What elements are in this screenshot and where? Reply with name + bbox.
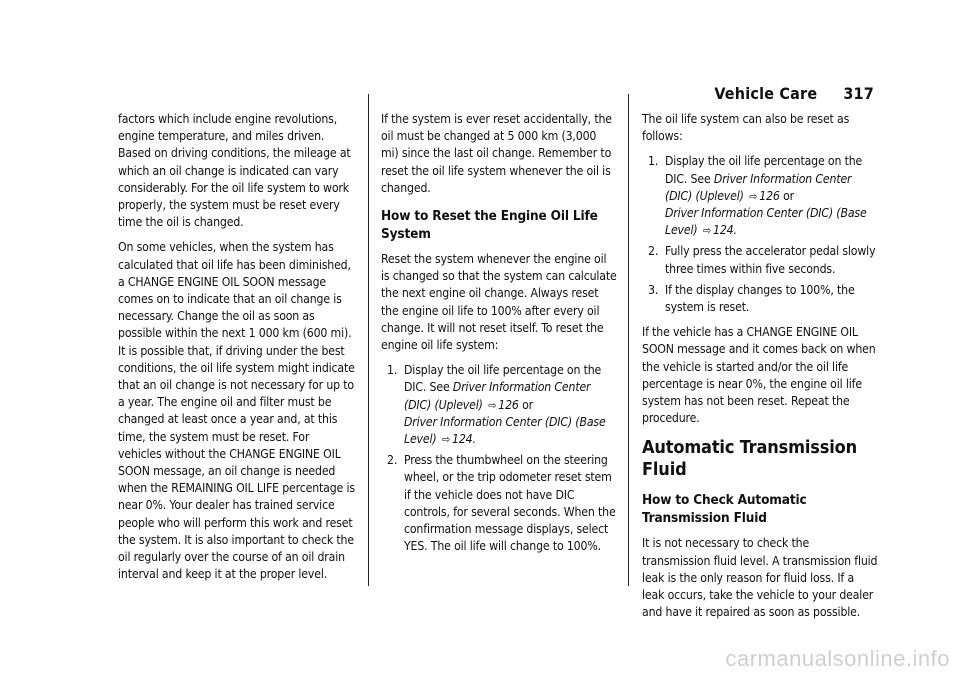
list-item: [648, 282, 878, 316]
step-text: Press the thumbwheel on the steering wheel, or the trip odometer reset stem if the vehicle does not have DIC controls, for several seconds. When the confirmation message displays, select YES. The oil life will change to 100%.: [404, 453, 616, 554]
column-divider-1: [368, 94, 369, 586]
column-3: [642, 111, 878, 629]
column-divider-2: [628, 94, 629, 586]
paragraph: If the vehicle has a CHANGE ENGINE OIL SOON message and it comes back on when the vehicle is started and/or the oil life percentage is near 0%, the engine oil life system has not been reset. Repeat the procedure.: [642, 325, 876, 426]
step-number: 2.: [387, 453, 398, 468]
page-reference[interactable]: 126: [759, 188, 780, 203]
page-reference-icon: ⇨: [749, 189, 758, 203]
column-1: [118, 111, 356, 591]
step-text: Display the oil life percentage on the DIC. See: [665, 154, 863, 186]
paragraph: factors which include engine revolutions, engine temperature, and miles driven. Based on driving conditions, the mileage at which an oil change is indicated can vary considerably. For the oil life system to work properly, the system must be reset every time the oil is changed.: [118, 112, 351, 230]
steps-list: [642, 153, 878, 316]
subsection-heading: How to Reset the Engine Oil Life System: [381, 208, 598, 243]
step-number: 3.: [648, 282, 659, 297]
page-reference[interactable]: 126: [498, 397, 519, 412]
page-reference-icon: ⇨: [488, 398, 497, 412]
paragraph: The oil life system can also be reset as follows:: [642, 112, 850, 144]
watermark: carmanualsonline.info: [725, 646, 950, 671]
or-text: or: [783, 188, 794, 203]
list-item: [648, 243, 878, 277]
list-item: [387, 362, 617, 448]
list-item: [648, 153, 878, 239]
column-2: [381, 111, 617, 563]
or-text: or: [522, 397, 533, 412]
paragraph: On some vehicles, when the system has calculated that oil life has been diminished, a CHANGE ENGINE OIL SOON message comes on to indicate that an oil change is necessary. Change the oil as soon as possible within the next 1 000 km (600 mi). It is possible that, if driving under the best conditions, the oil life system might indicate that an oil change is not necessary for up to a year. The engine oil and filter must be changed at least once a year and, at this time, the system must be reset. For vehicles without the CHANGE ENGINE OIL SOON message, an oil change is needed when the REMAINING OIL LIFE percentage is near 0%. Your dealer has trained service people who will perform this work and reset the system. It is also important to check the oil regularly over the course of an oil drain interval and keep it at the proper level.: [118, 240, 355, 582]
cross-reference-link[interactable]: Driver Information Center (DIC) (Base Level): [665, 206, 867, 238]
subsection-heading: How to Check Automatic Transmission Fluid: [642, 492, 807, 527]
step-number: 2.: [648, 244, 659, 259]
step-text: Display the oil life percentage on the DIC. See: [404, 363, 602, 395]
section-heading: Automatic Transmission Fluid: [642, 437, 858, 481]
step-text: If the display changes to 100%, the system is reset.: [665, 282, 855, 315]
page-reference-icon: ⇨: [702, 224, 712, 238]
page-number: 317: [843, 84, 874, 103]
list-item: [387, 452, 617, 555]
page-reference[interactable]: 124.: [713, 223, 737, 238]
paragraph: It is not necessary to check the transmission fluid level. A transmission fluid leak is the only reason for fluid loss. If a leak occurs, take the vehicle to your dealer and have it repaired as soon as possible.: [642, 536, 878, 620]
paragraph: Reset the system whenever the engine oil is changed so that the system can calculate the next engine oil change. Always reset the engine oil life to 100% after every oil change. It will not reset itself. To reset the engine oil life system:: [381, 252, 617, 353]
cross-reference-link[interactable]: Driver Information Center (DIC) (Uplevel): [404, 380, 591, 412]
section-title: Vehicle Care: [714, 84, 818, 103]
page-reference-icon: ⇨: [441, 433, 451, 447]
step-number: 1.: [648, 154, 659, 169]
cross-reference-link[interactable]: Driver Information Center (DIC) (Uplevel): [665, 171, 852, 203]
step-text: Fully press the accelerator pedal slowly three times within five seconds.: [665, 244, 876, 276]
step-number: 1.: [387, 363, 398, 378]
cross-reference-link[interactable]: Driver Information Center (DIC) (Base Level): [404, 414, 606, 447]
steps-list: [381, 362, 617, 555]
page-reference[interactable]: 124.: [452, 432, 476, 447]
paragraph: If the system is ever reset accidentally, the oil must be changed at 5 000 km (3,000 mi) since the last oil change. Remember to reset the oil life system whenever the oil is changed.: [381, 112, 612, 195]
page-header: [714, 84, 874, 103]
